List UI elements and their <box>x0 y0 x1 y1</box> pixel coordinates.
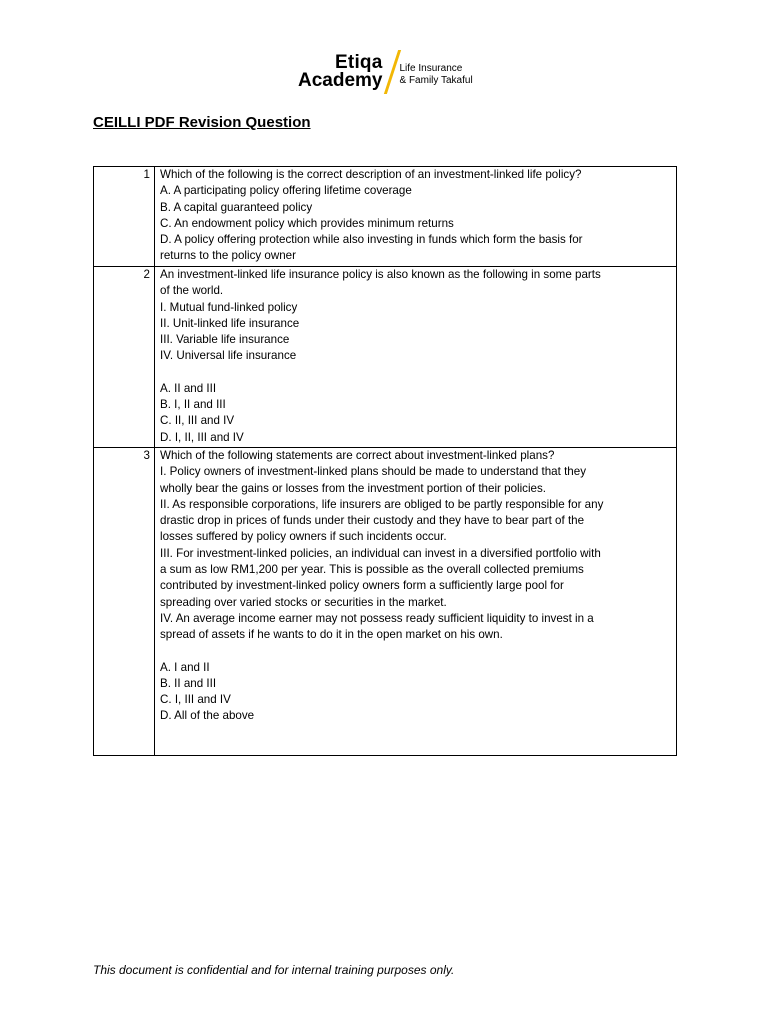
question-line: of the world. <box>160 284 224 298</box>
confidentiality-footer: This document is confidential and for internal training purposes only. <box>93 963 455 977</box>
question-body <box>155 167 677 267</box>
questions-table <box>93 166 677 756</box>
logo-subtitle <box>400 63 473 87</box>
option-line: D. A policy offering protection while also investing in funds which form the basis for <box>160 233 583 247</box>
question-row-3 <box>94 448 677 756</box>
question-row-2 <box>94 267 677 448</box>
question-number: 1 <box>94 167 155 267</box>
option-line: C. An endowment policy which provides minimum returns <box>160 216 454 230</box>
logo-sub-line1: Life Insurance <box>399 63 463 74</box>
statement-line: IV. An average income earner may not possess ready sufficient liquidity to invest in a <box>160 611 594 625</box>
spacer <box>160 365 672 381</box>
question-line: Which of the following statements are correct about investment-linked plans? <box>160 449 555 462</box>
statement-line: III. Variable life insurance <box>160 333 290 347</box>
statement-line: II. As responsible corporations, life insurers are obliged to be partly responsible for any <box>160 497 604 511</box>
logo-slash-mark <box>383 50 400 94</box>
statement-line: drastic drop in prices of funds under their custody and they have to bear part of the <box>160 514 585 528</box>
question-body <box>155 448 677 756</box>
option-line: A. I and II <box>160 660 210 674</box>
question-line: Which of the following is the correct description of an investment-linked life policy? <box>160 168 582 181</box>
spacer <box>160 644 672 660</box>
statement-line: spread of assets if he wants to do it in the open market on his own. <box>160 628 503 642</box>
logo-wordmark <box>298 54 383 90</box>
statement-line: a sum as low RM1,200 per year. This is possible as the overall collected premiums <box>160 563 584 577</box>
option-line: C. II, III and IV <box>160 414 235 428</box>
option-line: B. II and III <box>160 676 217 690</box>
question-body <box>155 267 677 448</box>
option-line: D. I, II, III and IV <box>160 430 244 444</box>
logo-academy-text: Academy <box>298 70 383 91</box>
etiqa-academy-logo <box>298 50 473 94</box>
option-line: A. A participating policy offering lifetime coverage <box>160 184 412 198</box>
statement-line: losses suffered by policy owners if such incidents occur. <box>160 530 447 544</box>
statement-line: spreading over varied stocks or securities in the market. <box>160 595 447 609</box>
statement-line: II. Unit-linked life insurance <box>160 316 300 330</box>
option-line: B. A capital guaranteed policy <box>160 200 313 214</box>
option-line: D. All of the above <box>160 709 255 723</box>
statement-line: wholly bear the gains or losses from the investment portion of their policies. <box>160 481 547 495</box>
question-row-1 <box>94 167 677 267</box>
option-line: B. I, II and III <box>160 398 226 412</box>
question-number: 3 <box>94 448 155 756</box>
option-line: C. I, III and IV <box>160 693 231 707</box>
statement-line: I. Policy owners of investment-linked plans should be made to understand that they <box>160 465 586 479</box>
statement-line: I. Mutual fund-linked policy <box>160 300 298 314</box>
question-number: 2 <box>94 267 155 448</box>
statement-line: contributed by investment-linked policy owners form a sufficiently large pool for <box>160 579 564 593</box>
option-line: A. II and III <box>160 381 217 395</box>
question-line: An investment-linked life insurance policy is also known as the following in some parts <box>160 268 601 281</box>
option-line: returns to the policy owner <box>160 249 296 263</box>
statement-line: III. For investment-linked policies, an individual can invest in a diversified portfolio with <box>160 546 601 560</box>
logo-etiqa-text: Etiqa <box>335 52 383 73</box>
logo-sub-line2: & Family Takaful <box>399 75 473 86</box>
statement-line: IV. Universal life insurance <box>160 349 297 363</box>
page-title: CEILLI PDF Revision Question <box>93 114 311 131</box>
